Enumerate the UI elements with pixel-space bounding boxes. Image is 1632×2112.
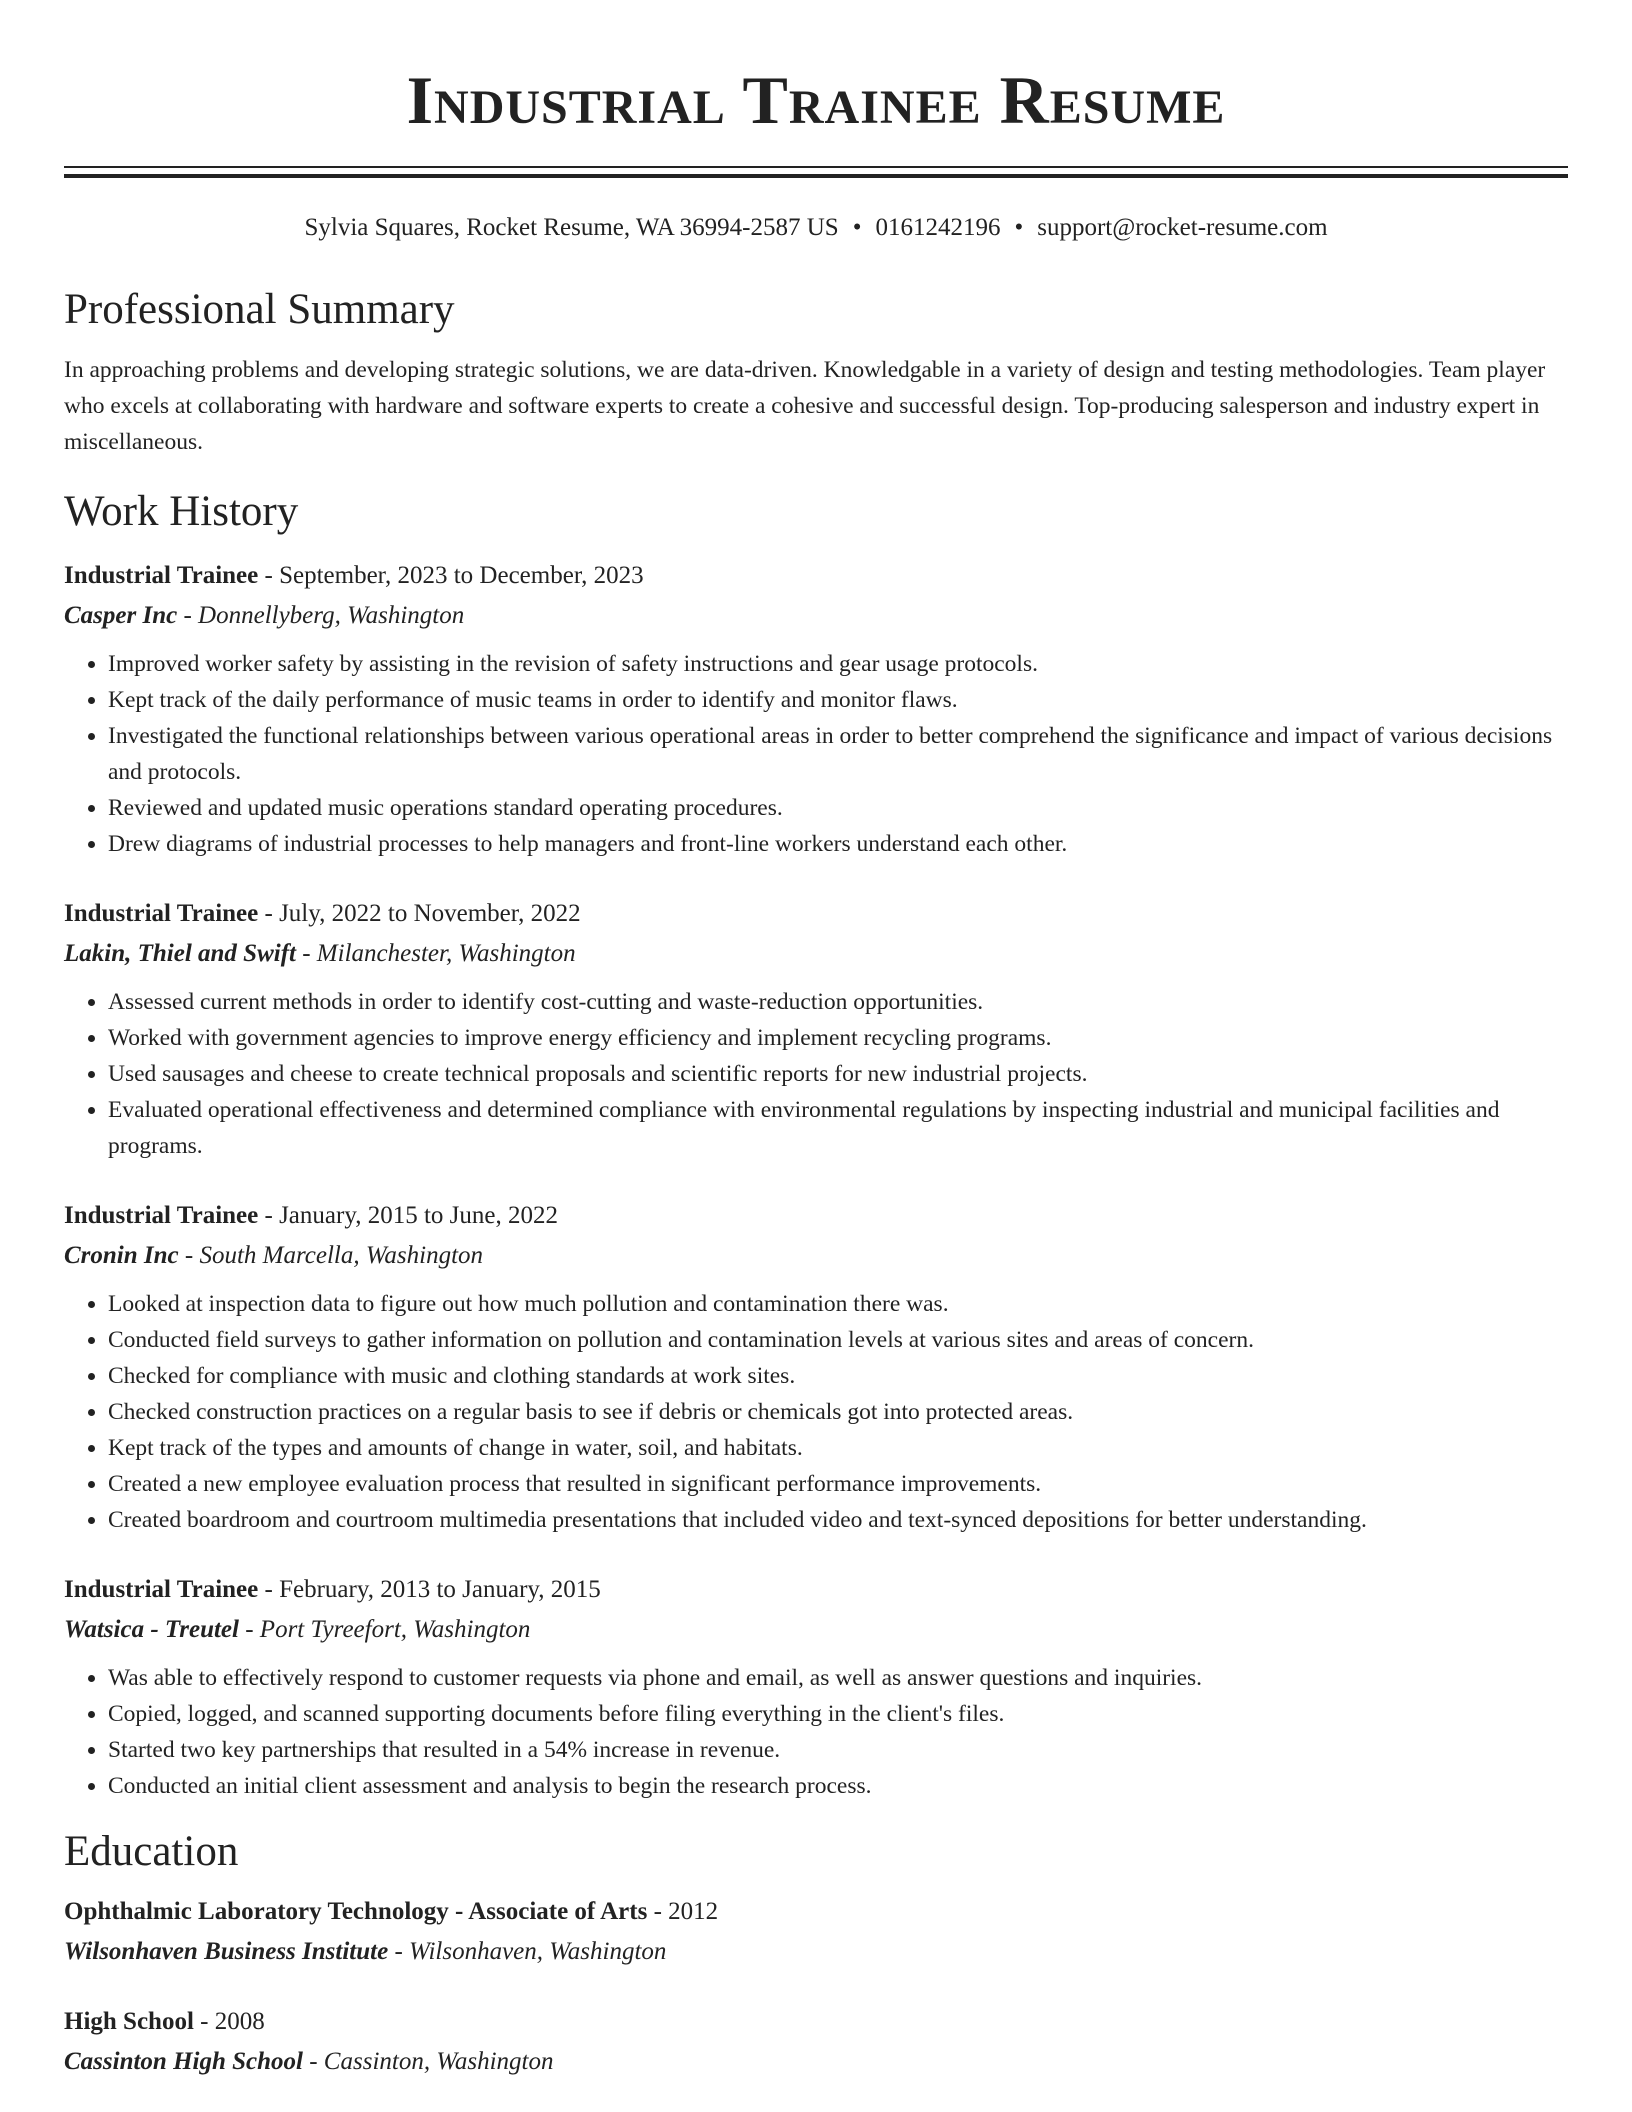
job-bullet: • Assessed current methods in order to identify cost-cutting and waste-reduction opportunities. (108, 984, 1568, 1020)
education-degree: High School (64, 2008, 194, 2035)
job-title-line (64, 1196, 1568, 1236)
job-location: - Milanchester, Washington (295, 940, 576, 967)
education-year: - 2012 (647, 1898, 719, 1925)
job-company: Cronin Inc (64, 1242, 179, 1269)
contact-separator: • (1014, 214, 1024, 241)
job-location: - Donnellyberg, Washington (177, 602, 465, 629)
job-location: - Port Tyreefort, Washington (238, 1616, 531, 1643)
job-company-line (64, 1236, 1568, 1276)
job-bullet: • Started two key partnerships that resulted in a 54% increase in revenue. (108, 1732, 1568, 1768)
work-history-heading: Work History (64, 488, 299, 535)
job-bullet: • Conducted field surveys to gather information on pollution and contamination levels at various sites and areas of concern. (108, 1322, 1568, 1358)
contact-separator: • (852, 214, 862, 241)
summary-text: In approaching problems and developing strategic solutions, we are data-driven. Knowledgable in a variety of design and testing methodologies. Team player who excels at collaborating with hardware and software experts to create a cohesive and successful design. Top-producing salesperson and industry expert in miscellaneous. (64, 357, 1546, 455)
job-bullet: • Investigated the functional relationships between various operational areas in order to better comprehend the significance and impact of various decisions and protocols. (108, 718, 1568, 790)
job-bullet: • Conducted an initial client assessment and analysis to begin the research process. (108, 1768, 1568, 1804)
education-school-line (64, 2042, 1568, 2082)
job-bullet: • Copied, logged, and scanned supporting documents before filing everything in the client's files. (108, 1696, 1568, 1732)
job-title: Industrial Trainee (64, 900, 259, 927)
job-company: Watsica - Treutel (64, 1616, 239, 1643)
contact-line (64, 212, 1568, 244)
job-entry (64, 894, 1568, 1164)
education-school: Wilsonhaven Business Institute (64, 1938, 389, 1965)
job-bullets (64, 646, 1568, 862)
job-entry (64, 1570, 1568, 1804)
job-bullet: • Used sausages and cheese to create technical proposals and scientific reports for new industrial projects. (108, 1056, 1568, 1092)
contact-phone: 0161242196 (875, 214, 1001, 241)
job-bullet: • Evaluated operational effectiveness and determined compliance with environmental regulations by inspecting industrial and municipal facilities and programs. (108, 1092, 1568, 1164)
job-dates: - February, 2013 to January, 2015 (258, 1576, 601, 1603)
education-degree-line (64, 1892, 1568, 1932)
job-bullets (64, 1660, 1568, 1804)
education-location: - Wilsonhaven, Washington (388, 1938, 667, 1965)
education-school: Cassinton High School (64, 2048, 303, 2075)
education-location: - Cassinton, Washington (302, 2048, 554, 2075)
job-company: Lakin, Thiel and Swift (64, 940, 296, 967)
job-title-line (64, 1570, 1568, 1610)
job-bullet: • Improved worker safety by assisting in the revision of safety instructions and gear usage protocols. (108, 646, 1568, 682)
job-title: Industrial Trainee (64, 1202, 259, 1229)
job-company-line (64, 596, 1568, 636)
job-bullet: • Looked at inspection data to figure out how much pollution and contamination there was. (108, 1286, 1568, 1322)
job-dates: - July, 2022 to November, 2022 (258, 900, 581, 927)
job-bullet: • Checked for compliance with music and clothing standards at work sites. (108, 1358, 1568, 1394)
job-bullet: • Drew diagrams of industrial processes to help managers and front-line workers understand each other. (108, 826, 1568, 862)
job-bullet: • Checked construction practices on a regular basis to see if debris or chemicals got into protected areas. (108, 1394, 1568, 1430)
summary-heading: Professional Summary (64, 286, 455, 333)
title-divider (64, 166, 1568, 178)
job-bullets (64, 1286, 1568, 1538)
education-entry (64, 1892, 1568, 1972)
education-entry (64, 2002, 1568, 2082)
job-location: - South Marcella, Washington (178, 1242, 484, 1269)
education-degree: Ophthalmic Laboratory Technology - Associate of Arts (64, 1898, 648, 1925)
job-bullet: • Worked with government agencies to improve energy efficiency and implement recycling programs. (108, 1020, 1568, 1056)
job-entry (64, 1196, 1568, 1538)
job-dates: - September, 2023 to December, 2023 (258, 562, 644, 589)
job-bullet: • Kept track of the types and amounts of change in water, soil, and habitats. (108, 1430, 1568, 1466)
job-bullet: • Was able to effectively respond to customer requests via phone and email, as well as answer questions and inquiries. (108, 1660, 1568, 1696)
job-bullet: • Created a new employee evaluation process that resulted in significant performance improvements. (108, 1466, 1568, 1502)
job-title-line (64, 894, 1568, 934)
education-heading: Education (64, 1828, 239, 1875)
job-bullet: • Kept track of the daily performance of music teams in order to identify and monitor flaws. (108, 682, 1568, 718)
job-dates: - January, 2015 to June, 2022 (258, 1202, 558, 1229)
contact-email: support@rocket-resume.com (1037, 214, 1328, 241)
education-school-line (64, 1932, 1568, 1972)
contact-address: Sylvia Squares, Rocket Resume, WA 36994-2587 US (304, 214, 839, 241)
job-company-line (64, 934, 1568, 974)
job-entry (64, 556, 1568, 862)
job-title-line (64, 556, 1568, 596)
job-bullet: • Reviewed and updated music operations standard operating procedures. (108, 790, 1568, 826)
education-year: - 2008 (193, 2008, 265, 2035)
job-title: Industrial Trainee (64, 1576, 259, 1603)
education-degree-line (64, 2002, 1568, 2042)
page-title: Industrial Trainee Resume (406, 62, 1226, 138)
job-bullets (64, 984, 1568, 1164)
job-title: Industrial Trainee (64, 562, 259, 589)
job-company-line (64, 1610, 1568, 1650)
job-company: Casper Inc (64, 602, 178, 629)
job-bullet: • Created boardroom and courtroom multimedia presentations that included video and text-synced depositions for better understanding. (108, 1502, 1568, 1538)
